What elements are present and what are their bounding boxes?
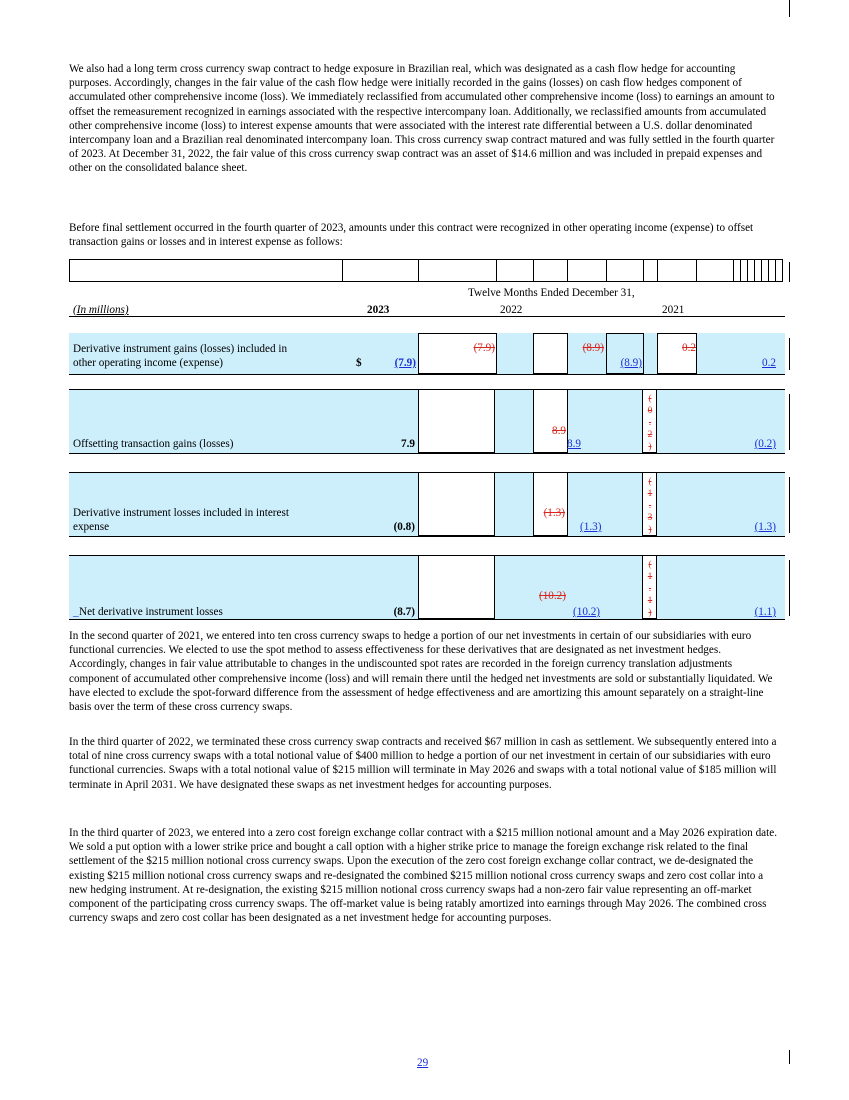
grid-cell — [533, 333, 568, 374]
revision-bar-top — [789, 0, 790, 17]
struck-vertical-value: ( 0 . 2 ) — [647, 393, 653, 451]
grid-cell — [567, 259, 607, 282]
year-2023-header: 2023 — [367, 304, 390, 316]
grid-cell — [775, 259, 783, 282]
revision-bar — [789, 394, 790, 450]
row-label-marker: _ — [73, 606, 79, 618]
grid-cell — [533, 389, 568, 453]
revision-bar — [789, 262, 790, 282]
grid-cell — [418, 472, 495, 536]
row-label: Net derivative instrument losses — [79, 606, 223, 618]
year-2021-header: 2021 — [662, 304, 685, 316]
grid-cell — [657, 259, 697, 282]
grid-cell — [533, 472, 568, 536]
row-divider — [69, 374, 785, 375]
value-2022[interactable]: (1.3) — [580, 521, 602, 533]
value-2021[interactable]: 0.2 — [762, 357, 776, 369]
row-label: other operating income (expense) — [73, 357, 224, 369]
grid-cell — [696, 259, 734, 282]
value-2022[interactable]: 8.9 — [567, 438, 581, 450]
struck-value: 8.9 — [552, 425, 566, 437]
revision-bar-bottom — [789, 1050, 790, 1064]
paragraph-settlement-intro: Before final settlement occurred in the fourth quarter of 2023, amounts under this contract were recognized in other operating income (expense) to offset transaction gains or losses and in interest expense as follows: — [69, 222, 754, 249]
row-divider — [69, 536, 785, 537]
page-number[interactable]: 29 — [417, 1057, 429, 1069]
value-2021[interactable]: (0.2) — [754, 438, 776, 450]
struck-value: (7.9) — [473, 342, 495, 354]
struck-vertical-value: ( 1 . 3 ) — [647, 476, 653, 534]
year-2022-header: 2022 — [500, 304, 523, 316]
grid-cell — [418, 389, 495, 453]
paragraph-2023-collar: In the third quarter of 2023, we entered into a zero cost foreign exchange collar contract with a $215 million notional amount and a May 2026 expiration date. We sold a put option with a lower strike price and bought a call option with a higher strike price to manage the foreign exchange risk related to the final settlement of the $215 million notional cross currency swaps. Upon the execution of the zero cost foreign exchange collar contract, we de-designated the existing $215 million notional cross currency swaps and re-designated the combined $215 million notional cross currency swaps and zero cost collar into a new hedging instrument. At re-designation, the existing $215 million notional cross currency swaps had a non-zero fair value representing an off-market component of the participating cross currency swaps. The off-market value is being ratably amortized into earnings through May 2026. The combined cross currency swaps and zero cost collar has been designated as a net investment hedge for accounting purposes. — [69, 827, 778, 925]
struck-value: (10.2) — [538, 590, 566, 602]
value-2021[interactable]: (1.3) — [754, 521, 776, 533]
revision-bar — [789, 477, 790, 533]
struck-value: (8.9) — [582, 342, 604, 354]
paragraph-2022-swaps: In the third quarter of 2022, we terminated these cross currency swap contracts and received $67 million in cash as settlement. We subsequently entered into a total of nine cross currency swaps with a total notional value of $400 million to hedge a portion of our net investment in certain of our subsidiaries with euro functional currencies. Swaps with a total notional value of $215 million will terminate in May 2026 and swaps with a total notional value of $185 million will terminate in April 2031. We have designated these swaps as net investment hedges for accounting purposes. — [69, 736, 777, 791]
row-label: Derivative instrument losses included in interest — [73, 507, 289, 519]
grid-cell — [418, 259, 497, 282]
value-2021[interactable]: (1.1) — [754, 606, 776, 618]
value-2023[interactable]: (7.9) — [394, 357, 416, 369]
struck-vertical-value: ( 1 . 1 ) — [647, 559, 653, 617]
period-header: Twelve Months Ended December 31, — [468, 287, 635, 299]
grid-cell — [496, 259, 534, 282]
grid-cell — [342, 259, 419, 282]
unit-label: (In millions) — [73, 304, 129, 316]
grid-cell — [69, 259, 343, 282]
paragraph-2021-swaps: In the second quarter of 2021, we entered into ten cross currency swaps to hedge a portion of our net investments in certain of our subsidiaries with euro functional currencies. We elected to use the spot method to assess effectiveness for these derivatives that are designated as net investment hedges. Accordingly, changes in fair value attributable to changes in the undiscounted spot rates are recorded in the foreign currency translation adjustments component of accumulated other comprehensive income (loss) and will remain there until the hedged net investments are sold or substantially liquidated. We have elected to exclude the spot-forward difference from the assessment of hedge effectiveness and are amortizing this amount separately on a straight-line basis over the term of these cross currency swaps. — [69, 630, 773, 714]
header-underline — [69, 316, 785, 317]
row-divider — [69, 453, 785, 454]
struck-value: (1.3) — [543, 507, 565, 519]
revision-bar — [789, 560, 790, 616]
row-label: expense — [73, 521, 110, 533]
grid-cell — [533, 259, 568, 282]
value-2022[interactable]: (10.2) — [573, 606, 601, 618]
revision-bar — [789, 338, 790, 370]
grid-cell — [643, 259, 658, 282]
struck-value: 0.2 — [682, 342, 696, 354]
grid-cell — [418, 555, 495, 619]
currency-symbol: $ — [356, 357, 362, 369]
value-2023: (8.7) — [393, 606, 415, 618]
value-2023: 7.9 — [401, 438, 415, 450]
grid-cell — [606, 259, 644, 282]
value-2022[interactable]: (8.9) — [620, 357, 642, 369]
paragraph-brazil-swap: We also had a long term cross currency swap contract to hedge exposure in Brazilian real, which was designated as a cash flow hedge for accounting purposes. Accordingly, changes in the fair value of the cash flow hedge were initially recorded in the gains (losses) on cash flow hedges component of accumulated other comprehensive income (loss). We immediately reclassified from accumulated other comprehensive income (loss) to earnings an amount to offset the remeasurement recognized in earnings associated with the respective intercompany loan. Additionally, we reclassified amounts from accumulated other comprehensive income (loss) to interest expense amounts that were associated with the interest rate differential between a U.S. dollar denominated intercompany loan and a Brazilian real denominated intercompany loan. This cross currency swap contract matured and was fully settled in the fourth quarter of 2023. At December 31, 2022, the fair value of this cross currency swap contract was an asset of $14.6 million and was included in prepaid expenses and other on the consolidated balance sheet. — [69, 63, 775, 175]
row-label: Offsetting transaction gains (losses) — [73, 438, 234, 450]
value-2023: (0.8) — [393, 521, 415, 533]
row-label: Derivative instrument gains (losses) included in — [73, 343, 288, 355]
